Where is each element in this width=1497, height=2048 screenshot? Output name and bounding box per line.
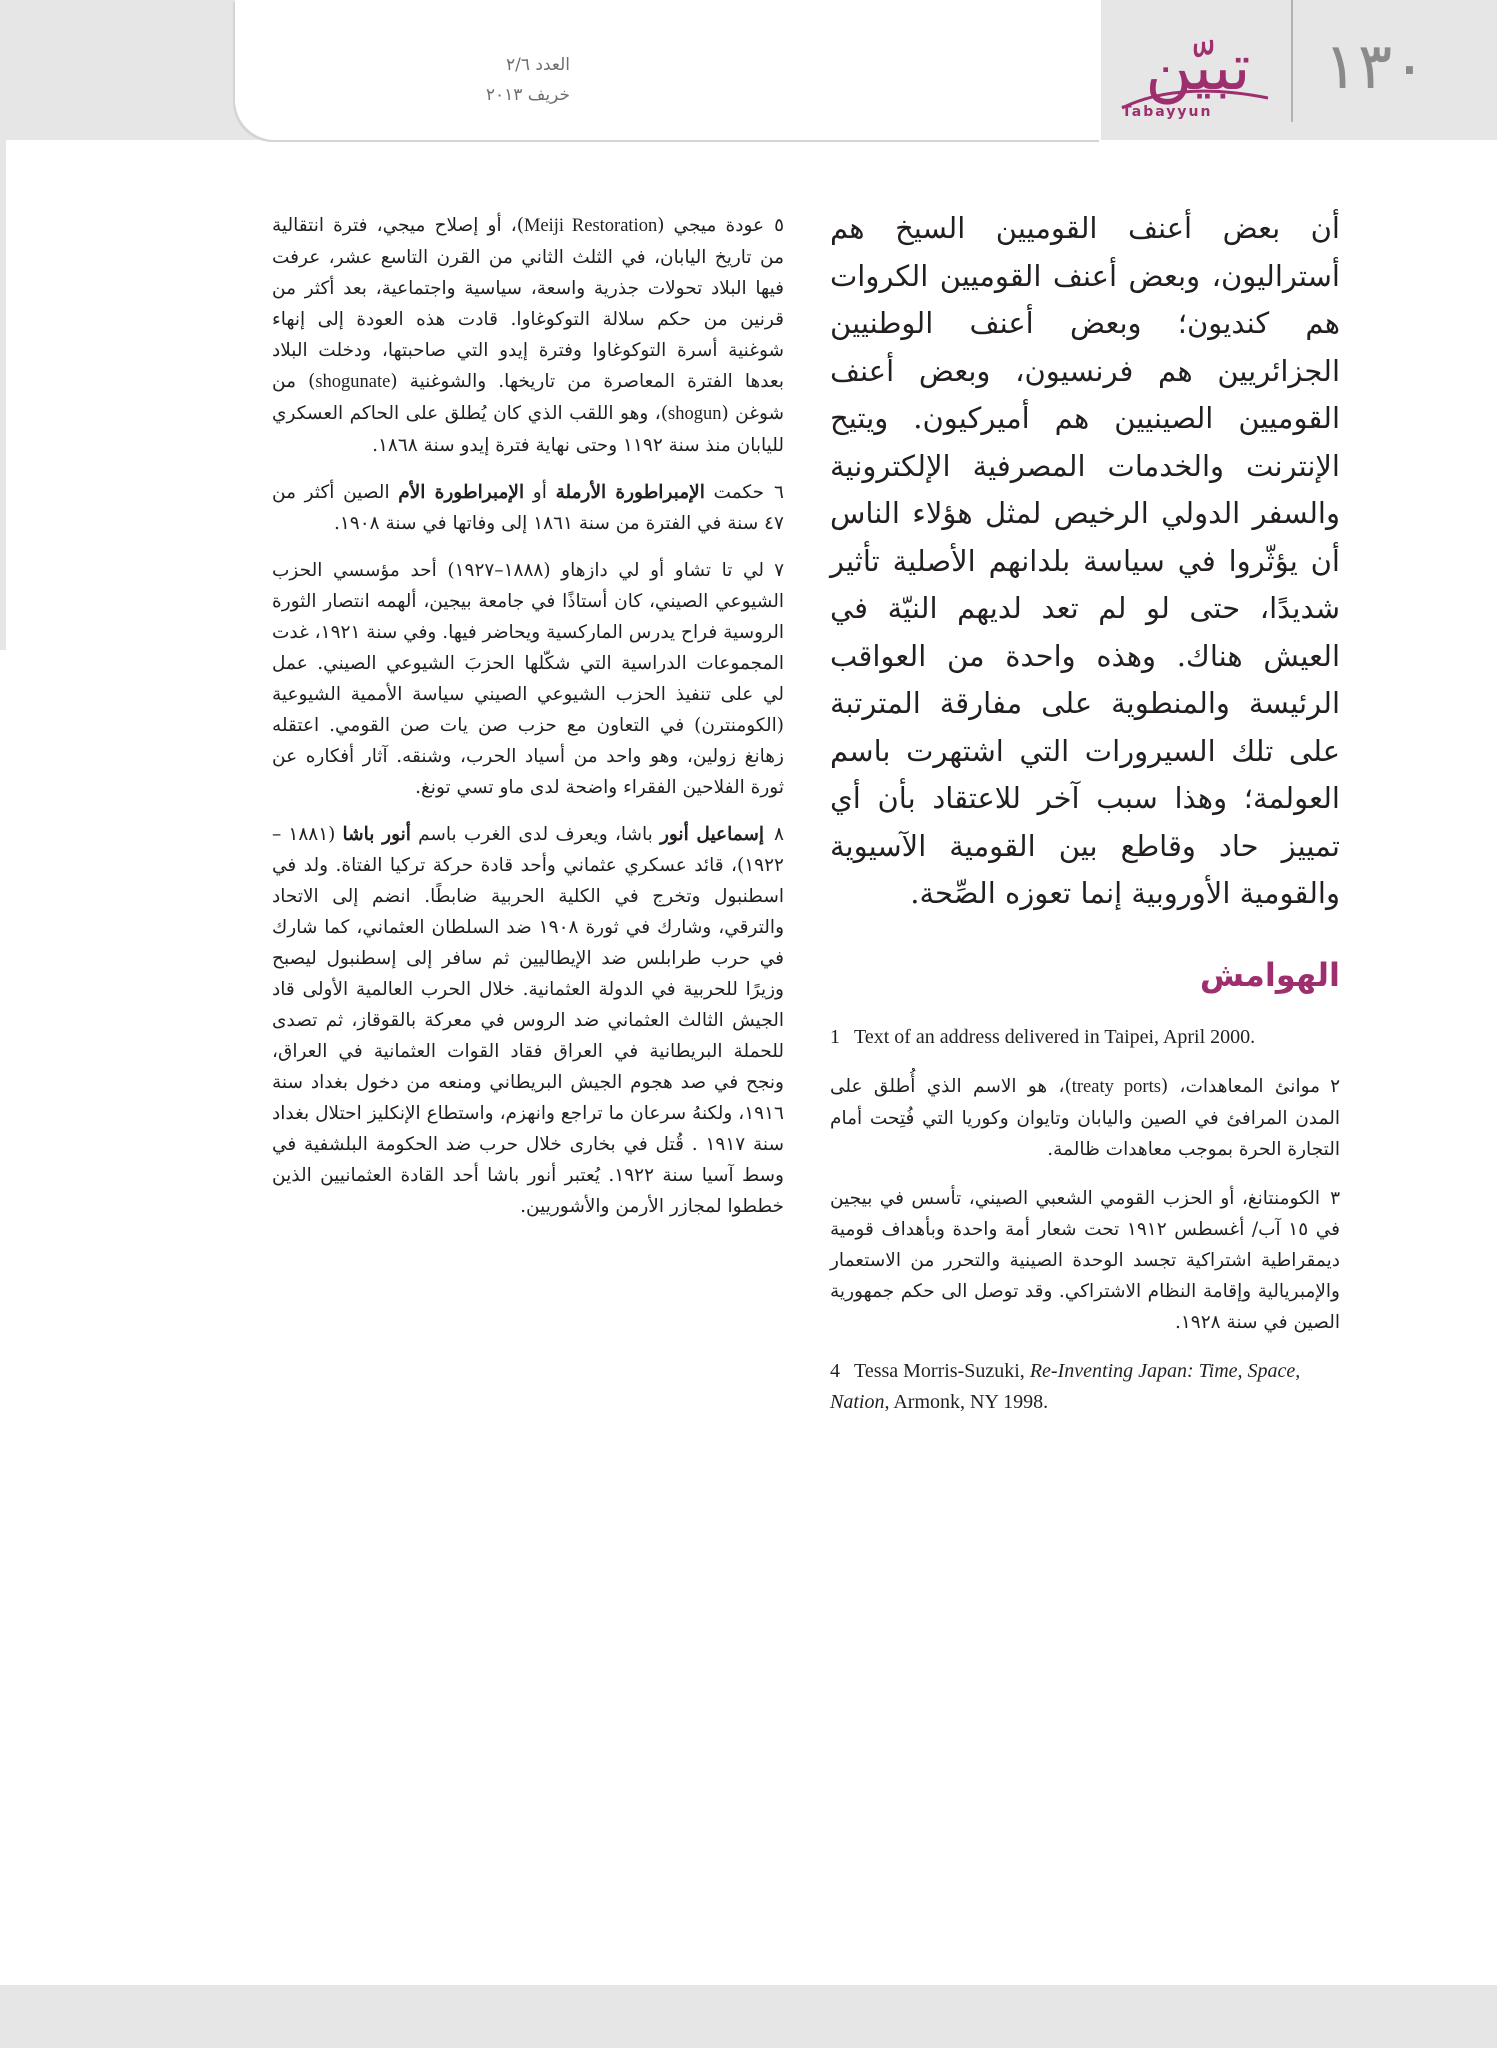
citation-title: Re-Inventing Japan: Time, Space, Nation <box>830 1359 1301 1413</box>
main-paragraph: أن بعض أعنف القوميين السيخ هم أستراليون، وبعض أعنف القوميين الكروات هم كنديون؛ وبعض أعنف الوطنيين الجزائريين هم فرنسيون، وبعض أعنف القوميين الصينيين هم أميركيون. ويتيح الإنترنت والخدمات المصرفية الإلكترونية والسفر الدولي الرخيص لمثل هؤلاء الناس أن يؤثّروا في سياسة بلدانهم الأصلية تأثير شديدًا، حتى لو لم تعد لديهم النيّة في العيش هناك. وهذه واحدة من العواقب الرئيسة والمنطوية على مفارقة المترتبة على تلك السيرورات التي اشتهرت باسم العولمة؛ وهذا سبب آخر للاعتقاد بأن أي تمييز حاد وقاطع بين القومية الآسيوية والقومية الأوروبية إنما تعوزه الصِّحة. <box>830 211 1340 910</box>
footnote-number: ٨ <box>774 824 784 845</box>
left-edge-strip <box>0 140 6 650</box>
footnote-3 <box>830 1183 1340 1338</box>
citation-author: Tessa Morris-Suzuki, <box>854 1359 1030 1382</box>
footnote-text: لي تا تشاو أو لي دازهاو (١٨٨٨–١٩٢٧) أحد مؤسسي الحزب الشيوعي الصيني، كان أستاذًا في جامعة بيجين، ألهمه انتصار الثورة الروسية فراح يدرس الماركسية ويحاضر فيها. وفي سنة ١٩٢١، غدت المجموعات الدراسية التي شكّلها الحزبَ الشيوعي الصيني. عمل لي على تنفيذ الحزب الشيوعي الصيني سياسة الأممية الشيوعية (الكومنترن) في التعاون مع حزب صن يات صن القومي. اعتقله زهانغ زولين، وهو واحد من أسياد الحرب، وشنقه. آثار أفكاره عن ثورة الفلاحين الفقراء واضحة لدى ماو تسي تونغ. <box>272 560 784 798</box>
footnote-number: ٥ <box>774 215 785 236</box>
footnote-5 <box>272 210 784 461</box>
footnote-number: 4 <box>830 1359 840 1382</box>
footnote-7 <box>272 555 784 803</box>
footnote-bold-term: الإمبراطورة الأرملة <box>555 482 705 503</box>
footnote-bold-term: الإمبراطورة الأم <box>398 482 525 503</box>
footnote-latin-term: treaty ports <box>1071 1076 1161 1097</box>
citation-publisher: , Armonk, NY 1998. <box>884 1390 1049 1413</box>
footnote-4 <box>830 1356 1340 1418</box>
footnote-1 <box>830 1022 1340 1053</box>
footnote-latin-term: Meiji Restoration <box>523 216 658 236</box>
footnote-bold-term: أنور باشا <box>342 824 411 845</box>
footnote-text: أو <box>524 482 556 503</box>
footnote-text: الكومنتانغ، أو الحزب القومي الشعبي الصيني، تأسس في بيجين في ١٥ آب/ أغسطس ١٩١٢ تحت شعار أمة واحدة وبأهداف قومية ديمقراطية اشتراكية تجسد الوحدة الصينية والتحرر من الاستعمار والإمبريالية وإقامة النظام الاشتراكي. وقد توصل الى حكم جمهورية الصين في سنة ١٩٢٨. <box>830 1187 1340 1333</box>
right-column <box>830 205 1340 1436</box>
footer-bar <box>0 1985 1497 2048</box>
magazine-logo <box>1118 28 1278 128</box>
footnote-text: باشا، ويعرف لدى الغرب باسم <box>410 824 660 845</box>
footnote-text: ) من شوغن ( <box>272 371 784 424</box>
footnote-bold-term: إسماعيل أنور <box>659 824 765 845</box>
footnote-text: Text of an address delivered in Taipei, April 2000. <box>854 1025 1256 1048</box>
footnote-text: موانئ المعاهدات، ( <box>1160 1075 1321 1097</box>
footnote-latin-term: shogun <box>668 404 722 424</box>
footnote-number: ٣ <box>1330 1187 1340 1209</box>
footnote-latin-term: shogunate <box>315 372 391 392</box>
page-number: ١٣٠ <box>1323 30 1427 104</box>
page-number-divider <box>1291 0 1293 122</box>
footnote-number: 1 <box>830 1025 840 1048</box>
footnote-number: ٢ <box>1330 1075 1340 1097</box>
issue-info <box>270 50 570 110</box>
logo-arabic: تبيّن <box>1145 31 1251 105</box>
footnote-8 <box>272 819 784 1222</box>
footnote-number: ٧ <box>774 560 784 581</box>
footnote-text: )، وهو اللقب الذي كان يُطلق على الحاكم العسكري لليابان منذ سنة ١١٩٢ وحتى نهاية فترة إيدو سنة ١٨٦٨. <box>272 403 784 456</box>
footnote-text: عودة ميجي ( <box>657 215 765 236</box>
footnote-2 <box>830 1071 1340 1165</box>
footnote-text: )، هو الاسم الذي أُطلق على المدن المرافئ في الصين واليابان وتايوان وكوريا التي فُتِحت أمام التجارة الحرة بموجب معاهدات ظالمة. <box>830 1075 1340 1160</box>
issue-number: العدد ٢/٦ <box>505 55 570 75</box>
footnote-text: (١٨٨١ – ١٩٢٢)، قائد عسكري عثماني وأحد قادة حركة تركيا الفتاة. ولد في اسطنبول وتخرج في الكلية الحربية ضابطًا. انضم إلى الاتحاد والترقي، وشارك في ثورة ١٩٠٨ ضد السلطان العثماني، كما شارك في حرب طرابلس ضد الإيطاليين ثم سافر إلى إسطنبول ليصبح وزيرًا للحربية في الدولة العثمانية. خلال الحرب العالمية الأولى قاد الجيش الثالث العثماني ضد الروس في معركة بالقوقاز، ثم تصدى للحملة البريطانية في العراق فقاد القوات العثمانية في العراق، ونجح في صد هجوم الجيش البريطاني ومنعه من دخول بغداد سنة ١٩١٦، ولكنهُ سرعان ما تراجع وانهزم، واستطاع الإنكليز احتلال بغداد سنة ١٩١٧ . قُتل في بخارى خلال حرب ضد الحكومة البلشفية في وسط آسيا سنة ١٩٢٢. يُعتبر أنور باشا أحد القادة العثمانيين الذين خططوا لمجازر الأرمن والأشوريين. <box>272 824 785 1217</box>
footnote-6 <box>272 477 784 539</box>
footnote-number: ٦ <box>774 482 784 503</box>
left-column <box>272 210 784 1238</box>
issue-season: خريف ٢٠١٣ <box>485 85 570 105</box>
footnote-text: حكمت <box>704 482 765 503</box>
notes-heading: الهوامش <box>1199 955 1340 994</box>
footnote-text: الصين أكثر من ٤٧ سنة في الفترة من سنة ١٨٦١ إلى وفاتها في سنة ١٩٠٨. <box>272 482 784 534</box>
logo-latin: Tabayyun <box>1122 104 1213 120</box>
footnote-text: )، أو إصلاح ميجي، فترة انتقالية من تاريخ اليابان، في الثلث الثاني من القرن التاسع عشر، عرفت فيها البلاد تحولات جذرية واسعة، سياسية واجتماعية، بعد أكثر من قرنين من حكم سلالة التوكوغاوا. قادت هذه العودة إلى إنهاء شوغنية أسرة التوكوغاوا وفترة إيدو التي صاحبتها، ودخلت البلاد بعدها الفترة المعاصرة من تاريخها. والشوغنية ( <box>272 215 784 392</box>
